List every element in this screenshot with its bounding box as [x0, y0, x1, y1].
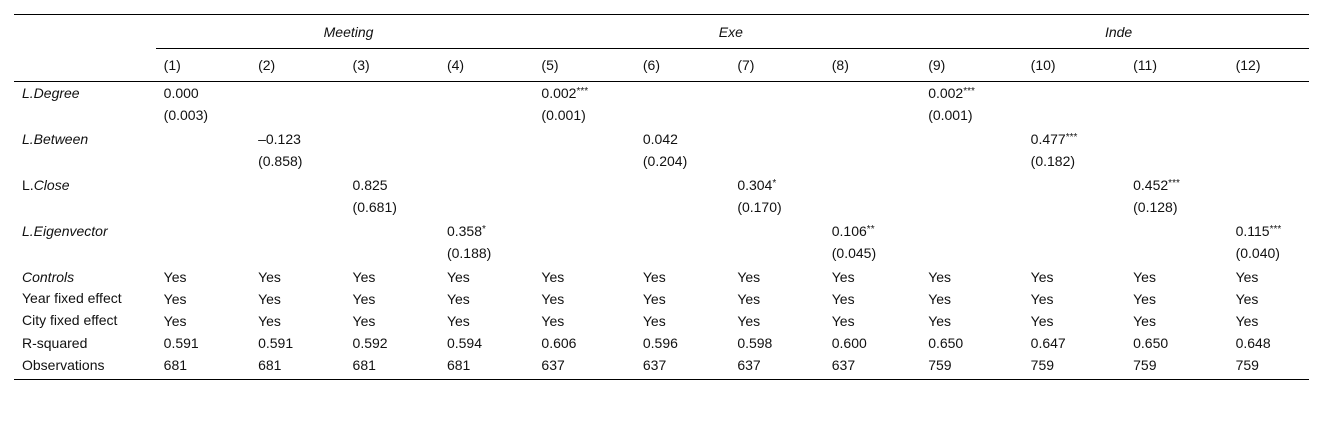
stat-cell: Yes: [737, 291, 761, 307]
stat-cell: Yes: [163, 291, 187, 307]
coefficient-cell: [250, 174, 344, 196]
coefficient-cell: [1228, 220, 1309, 242]
standard-error-cell: [1228, 150, 1309, 174]
standard-error-cell: [1125, 242, 1227, 266]
standard-error-row: [14, 150, 1309, 174]
stat-cell: Yes: [737, 313, 761, 329]
standard-error-row: [14, 104, 1309, 128]
stat-cell: 0.606: [541, 335, 577, 351]
stat-cell: Yes: [163, 269, 187, 285]
standard-error-cell: [345, 242, 439, 266]
standard-error-cell: [1228, 196, 1309, 220]
coefficient-cell: [1125, 82, 1227, 105]
standard-error-cell: [250, 196, 344, 220]
coefficient-cell: [729, 220, 823, 242]
coefficient-cell: [920, 128, 1022, 150]
stat-cell: 0.648: [1235, 335, 1271, 351]
standard-error-cell: [439, 196, 533, 220]
stat-cell: Yes: [831, 269, 855, 285]
significance-stars: *: [482, 224, 486, 235]
column-number-header: (2): [250, 49, 344, 82]
stat-cell: Yes: [642, 291, 666, 307]
coefficient-row: [14, 82, 1309, 105]
stat-cell: Yes: [541, 269, 565, 285]
coefficient-cell: [345, 82, 439, 105]
standard-error-cell: [1023, 104, 1125, 128]
stub-header-blank: [14, 49, 156, 82]
group-meeting-label: Meeting: [323, 24, 374, 40]
coefficient-cell: [1125, 220, 1227, 242]
coefficient-cell: [533, 174, 634, 196]
stat-row: [14, 354, 1309, 380]
standard-error-row: [14, 242, 1309, 266]
row-label: Year fixed effect: [22, 290, 122, 306]
standard-error-cell: [824, 196, 920, 220]
coefficient-cell: [439, 220, 533, 242]
coefficient-cell: [250, 128, 344, 150]
stat-cell: Yes: [1030, 291, 1054, 307]
regression-table-container: [14, 14, 1309, 380]
column-number-header: (4): [439, 49, 533, 82]
stat-row: [14, 266, 1309, 288]
coefficient-row: [14, 128, 1309, 150]
stat-cell: 637: [824, 354, 920, 380]
coefficient-cell: [824, 174, 920, 196]
stat-cell: 759: [1023, 354, 1125, 380]
standard-error-cell: [1228, 104, 1309, 128]
coefficient-cell: [635, 128, 729, 150]
standard-error-cell: (0.204): [642, 153, 688, 169]
coefficient-cell: [729, 82, 823, 105]
coefficient-cell: [1125, 128, 1227, 150]
standard-error-cell: [920, 196, 1022, 220]
column-number-header: (12): [1228, 49, 1309, 82]
stat-cell: 759: [920, 354, 1022, 380]
stat-cell: Yes: [1030, 269, 1054, 285]
group-header-row: [14, 15, 1309, 49]
significance-stars: ***: [963, 86, 975, 97]
coefficient-value: 0.106: [831, 223, 867, 239]
significance-stars: ***: [1065, 132, 1078, 143]
stat-cell: Yes: [642, 269, 666, 285]
row-label-prefix: L.: [22, 177, 34, 193]
stat-cell: 0.594: [446, 335, 483, 351]
standard-error-cell: [345, 150, 439, 174]
column-number-header: (6): [635, 49, 729, 82]
stat-cell: 0.592: [352, 335, 388, 351]
coefficient-cell: [1023, 82, 1125, 105]
stat-row: [14, 310, 1309, 332]
stat-cell: 0.600: [831, 335, 867, 351]
coefficient-cell: [1228, 174, 1309, 196]
column-number-header: (8): [824, 49, 920, 82]
coefficient-cell: [729, 128, 823, 150]
standard-error-cell: [345, 104, 439, 128]
row-label-italic: Close: [33, 177, 70, 193]
stat-cell: Yes: [446, 291, 470, 307]
stat-cell: 0.591: [258, 335, 294, 351]
row-label: [14, 174, 156, 196]
coefficient-cell: [1125, 174, 1227, 196]
standard-error-cell: [533, 150, 634, 174]
standard-error-cell: [729, 104, 823, 128]
coefficient-cell: [156, 82, 250, 105]
stat-cell: Yes: [446, 269, 470, 285]
significance-stars: ***: [576, 86, 589, 97]
standard-error-cell: [156, 196, 250, 220]
standard-error-cell: [156, 242, 250, 266]
coefficient-cell: [635, 174, 729, 196]
stat-cell: 637: [635, 354, 729, 380]
coefficient-cell: [533, 220, 634, 242]
coefficient-cell: [1023, 128, 1125, 150]
group-inde: [920, 15, 1309, 49]
significance-stars: *: [772, 178, 777, 189]
coefficient-value: 0.042: [642, 131, 678, 147]
standard-error-cell: [824, 104, 920, 128]
stat-cell: 0.647: [1030, 335, 1066, 351]
coefficient-value: 0.825: [352, 177, 388, 193]
standard-error-cell: [1125, 150, 1227, 174]
coefficient-value: 0.002: [541, 85, 577, 101]
coefficient-value: 0.304: [737, 177, 773, 193]
coefficient-cell: [156, 174, 250, 196]
standard-error-cell: (0.858): [258, 153, 303, 169]
coefficient-cell: [824, 82, 920, 105]
coefficient-cell: [533, 128, 634, 150]
stat-cell: Yes: [541, 313, 565, 329]
standard-error-cell: [1023, 196, 1125, 220]
column-number-header: (9): [920, 49, 1022, 82]
stat-cell: Yes: [831, 313, 855, 329]
stat-cell: Yes: [831, 291, 855, 307]
stat-cell: Yes: [258, 269, 281, 285]
coefficient-cell: [729, 174, 823, 196]
standard-error-cell: [533, 196, 634, 220]
stat-cell: Yes: [928, 291, 952, 307]
coefficient-cell: [920, 82, 1022, 105]
row-label-italic: L.Degree: [22, 85, 80, 101]
stat-cell: 0.598: [737, 335, 773, 351]
row-label-blank: [14, 242, 156, 266]
stat-cell: 759: [1228, 354, 1309, 380]
stub-header: [14, 15, 156, 49]
stat-cell: Yes: [163, 313, 187, 329]
standard-error-cell: [635, 196, 729, 220]
row-label: [14, 128, 156, 150]
stat-cell: 0.650: [928, 335, 964, 351]
standard-error-cell: (0.188): [446, 245, 492, 261]
standard-error-cell: [439, 104, 533, 128]
standard-error-cell: [533, 242, 634, 266]
group-inde-label: Inde: [1104, 24, 1133, 40]
column-number-header: (10): [1023, 49, 1125, 82]
standard-error-cell: (0.003): [163, 107, 209, 123]
row-label-blank: [14, 104, 156, 128]
coefficient-cell: [439, 128, 533, 150]
stat-cell: 0.591: [163, 335, 199, 351]
coefficient-cell: [1023, 220, 1125, 242]
row-label-blank: [14, 150, 156, 174]
stat-cell: 681: [439, 354, 533, 380]
standard-error-cell: [1023, 242, 1125, 266]
coefficient-cell: [824, 128, 920, 150]
stat-cell: 637: [533, 354, 634, 380]
significance-stars: ***: [1269, 224, 1282, 235]
standard-error-cell: (0.170): [737, 199, 782, 215]
stat-cell: Yes: [1133, 291, 1156, 307]
coefficient-value: 0.115: [1235, 223, 1270, 239]
stat-row: [14, 332, 1309, 354]
coefficient-value: 0.000: [163, 85, 199, 101]
table-body: [14, 82, 1309, 380]
group-exe: [533, 15, 920, 49]
standard-error-cell: (0.040): [1235, 245, 1280, 261]
coefficient-cell: [250, 220, 344, 242]
stat-cell: 0.650: [1133, 335, 1169, 351]
standard-error-cell: (0.045): [831, 245, 877, 261]
coefficient-cell: [635, 82, 729, 105]
coefficient-cell: [533, 82, 634, 105]
row-label: City fixed effect: [22, 312, 118, 328]
stat-cell: Yes: [541, 291, 565, 307]
stat-cell: Yes: [928, 269, 952, 285]
stat-cell: Yes: [446, 313, 470, 329]
stat-cell: Yes: [352, 269, 376, 285]
standard-error-cell: [156, 150, 250, 174]
stat-cell: Yes: [1030, 313, 1054, 329]
coefficient-cell: [1023, 174, 1125, 196]
row-label: R-squared: [22, 335, 88, 351]
coefficient-cell: [635, 220, 729, 242]
stat-cell: 759: [1125, 354, 1227, 380]
standard-error-cell: [635, 104, 729, 128]
stat-cell: Yes: [352, 313, 376, 329]
coefficient-cell: [345, 128, 439, 150]
stat-cell: Yes: [1235, 291, 1259, 307]
coefficient-cell: [1228, 82, 1309, 105]
coefficient-cell: [1228, 128, 1309, 150]
coefficient-value: –0.123: [258, 131, 301, 147]
column-number-header: (1): [156, 49, 250, 82]
stat-cell: Yes: [352, 291, 376, 307]
row-label: [14, 220, 156, 242]
stat-cell: 681: [345, 354, 439, 380]
column-number-row: [14, 49, 1309, 82]
standard-error-cell: [729, 150, 823, 174]
standard-error-cell: (0.128): [1133, 199, 1178, 215]
stat-cell: Yes: [1235, 313, 1259, 329]
coefficient-cell: [250, 82, 344, 105]
row-label: Observations: [14, 354, 156, 380]
row-label: Controls: [22, 269, 75, 285]
standard-error-row: [14, 196, 1309, 220]
standard-error-cell: [439, 150, 533, 174]
standard-error-cell: (0.001): [541, 107, 586, 123]
row-label: [14, 82, 156, 105]
stat-cell: Yes: [642, 313, 666, 329]
stat-cell: Yes: [1133, 313, 1156, 329]
stat-cell: Yes: [928, 313, 952, 329]
standard-error-cell: [920, 150, 1022, 174]
standard-error-cell: (0.001): [928, 107, 973, 123]
standard-error-cell: [824, 150, 920, 174]
significance-stars: ***: [1168, 178, 1180, 189]
stat-cell: 0.596: [642, 335, 678, 351]
column-number-header: (7): [729, 49, 823, 82]
row-label-italic: L.Between: [22, 131, 89, 147]
stat-cell: 681: [156, 354, 250, 380]
significance-stars: **: [866, 224, 875, 235]
coefficient-cell: [439, 174, 533, 196]
stat-cell: Yes: [258, 291, 281, 307]
standard-error-cell: [920, 242, 1022, 266]
group-exe-label: Exe: [718, 24, 743, 40]
stat-cell: Yes: [1235, 269, 1259, 285]
stat-row: [14, 288, 1309, 310]
coefficient-cell: [345, 220, 439, 242]
stat-cell: Yes: [737, 269, 761, 285]
coefficient-cell: [920, 220, 1022, 242]
row-label-blank: [14, 196, 156, 220]
standard-error-cell: (0.681): [352, 199, 397, 215]
coefficient-cell: [345, 174, 439, 196]
coefficient-row: [14, 174, 1309, 196]
coefficient-value: 0.477: [1030, 131, 1066, 147]
regression-table: [14, 14, 1309, 380]
row-label-italic: L.Eigenvector: [22, 223, 108, 239]
column-number-header: (5): [533, 49, 634, 82]
stat-cell: Yes: [1133, 269, 1156, 285]
coefficient-value: 0.358: [446, 223, 483, 239]
coefficient-value: 0.002: [928, 85, 964, 101]
column-number-header: (3): [345, 49, 439, 82]
standard-error-cell: (0.182): [1030, 153, 1076, 169]
column-number-header: (11): [1125, 49, 1227, 82]
standard-error-cell: [250, 104, 344, 128]
standard-error-cell: [250, 242, 344, 266]
standard-error-cell: [635, 242, 729, 266]
coefficient-cell: [824, 220, 920, 242]
coefficient-value: 0.452: [1133, 177, 1169, 193]
group-meeting: [156, 15, 534, 49]
coefficient-cell: [920, 174, 1022, 196]
coefficient-cell: [439, 82, 533, 105]
stat-cell: 681: [250, 354, 344, 380]
stat-cell: 637: [729, 354, 823, 380]
standard-error-cell: [729, 242, 823, 266]
coefficient-cell: [156, 128, 250, 150]
standard-error-cell: [1125, 104, 1227, 128]
coefficient-row: [14, 220, 1309, 242]
coefficient-cell: [156, 220, 250, 242]
stat-cell: Yes: [258, 313, 281, 329]
